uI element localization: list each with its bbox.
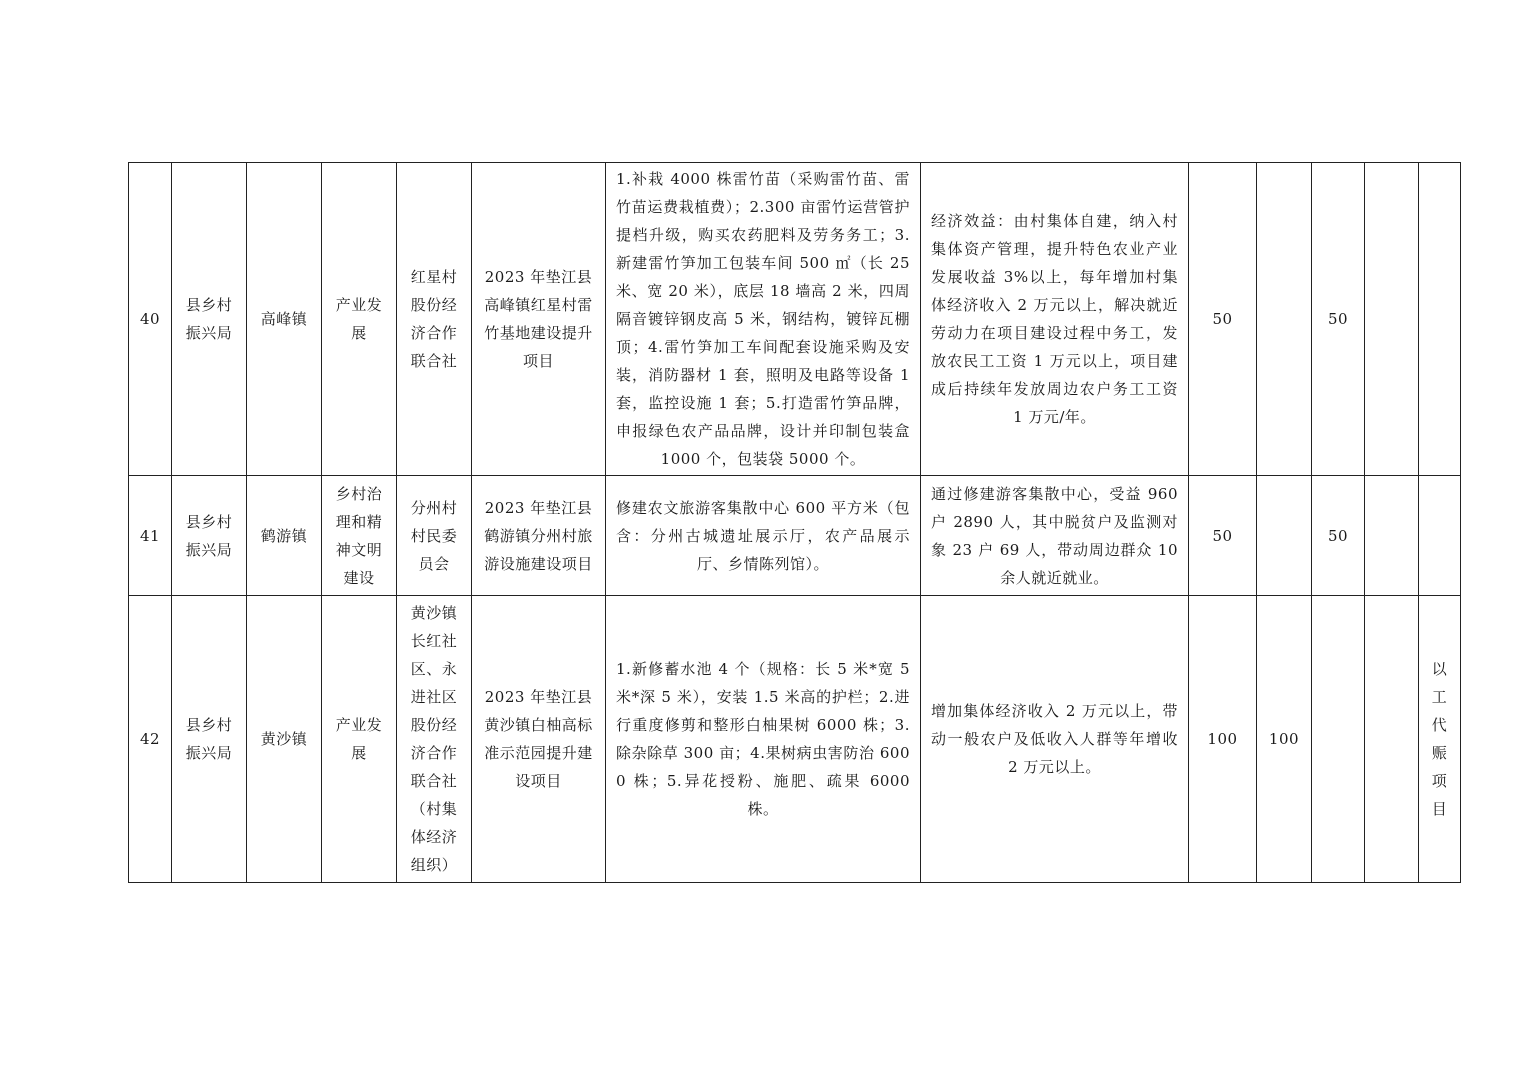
row-number: 41	[129, 476, 172, 596]
total-fund-cell: 100	[1189, 596, 1257, 883]
total-fund-cell: 50	[1189, 163, 1257, 476]
fund-col2-cell	[1257, 476, 1312, 596]
fund-col4-cell	[1365, 163, 1419, 476]
remark-cell	[1419, 163, 1461, 476]
project-name-cell: 2023 年垫江县鹤游镇分州村旅游设施建设项目	[472, 476, 606, 596]
project-table	[128, 162, 1461, 883]
fund-col3-cell: 50	[1312, 163, 1365, 476]
total-fund-cell: 50	[1189, 476, 1257, 596]
construction-content-cell: 修建农文旅游客集散中心 600 平方米（包含：分州古城遗址展示厅，农产品展示厅、乡情陈列馆）。	[606, 476, 921, 596]
row-number: 42	[129, 596, 172, 883]
benefit-cell: 增加集体经济收入 2 万元以上，带动一般农户及低收入人群等年增收 2 万元以上。	[921, 596, 1189, 883]
town-cell: 黄沙镇	[247, 596, 322, 883]
department-cell: 县乡村振兴局	[172, 596, 247, 883]
table-row	[129, 596, 1461, 883]
remark-cell	[1419, 596, 1461, 883]
town-cell: 高峰镇	[247, 163, 322, 476]
category-cell: 乡村治理和精神文明建设	[322, 476, 397, 596]
fund-col4-cell	[1365, 476, 1419, 596]
fund-col3-cell: 50	[1312, 476, 1365, 596]
construction-content-cell: 1.新修蓄水池 4 个（规格：长 5 米*宽 5 米*深 5 米），安装 1.5 米高的护栏；2.进行重度修剪和整形白柚果树 6000 株；3.除杂除草 300 亩；4.果树病虫害防治 6000 株；5.异花授粉、施肥、疏果 6000 株。	[606, 596, 921, 883]
category-cell: 产业发展	[322, 596, 397, 883]
row-number: 40	[129, 163, 172, 476]
benefit-cell: 经济效益：由村集体自建，纳入村集体资产管理，提升特色农业产业发展收益 3%以上，每年增加村集体经济收入 2 万元以上，解决就近劳动力在项目建设过程中务工，发放农民工工资 1 万元以上，项目建成后持续年发放周边农户务工工资 1 万元/年。	[921, 163, 1189, 476]
category-cell: 产业发展	[322, 163, 397, 476]
fund-col3-cell	[1312, 596, 1365, 883]
owner-cell: 分州村村民委员会	[397, 476, 472, 596]
table-row	[129, 163, 1461, 476]
table-row	[129, 476, 1461, 596]
owner-cell: 红星村股份经济合作联合社	[397, 163, 472, 476]
fund-col4-cell	[1365, 596, 1419, 883]
town-cell: 鹤游镇	[247, 476, 322, 596]
owner-cell: 黄沙镇长红社区、永进社区股份经济合作联合社（村集体经济组织）	[397, 596, 472, 883]
department-cell: 县乡村振兴局	[172, 476, 247, 596]
project-name-cell: 2023 年垫江县高峰镇红星村雷竹基地建设提升项目	[472, 163, 606, 476]
benefit-cell: 通过修建游客集散中心，受益 960 户 2890 人，其中脱贫户及监测对象 23 户 69 人，带动周边群众 10 余人就近就业。	[921, 476, 1189, 596]
fund-col2-cell: 100	[1257, 596, 1312, 883]
fund-col2-cell	[1257, 163, 1312, 476]
construction-content-cell: 1.补栽 4000 株雷竹苗（采购雷竹苗、雷竹苗运费栽植费）；2.300 亩雷竹运营管护提档升级，购买农药肥料及劳务务工；3.新建雷竹笋加工包装车间 500 ㎡（长 25 米、宽 20 米），底层 18 墙高 2 米，四周隔音镀锌钢皮高 5 米，钢结构，镀锌瓦棚顶；4.雷竹笋加工车间配套设施采购及安装，消防器材 1 套，照明及电路等设备 1 套，监控设施 1 套；5.打造雷竹笋品牌，申报绿色农产品品牌，设计并印制包装盒 1000 个，包装袋 5000 个。	[606, 163, 921, 476]
department-cell: 县乡村振兴局	[172, 163, 247, 476]
project-name-cell: 2023 年垫江县黄沙镇白柚高标准示范园提升建设项目	[472, 596, 606, 883]
remark-cell	[1419, 476, 1461, 596]
remark-text: 以工代赈项目	[1431, 660, 1448, 818]
